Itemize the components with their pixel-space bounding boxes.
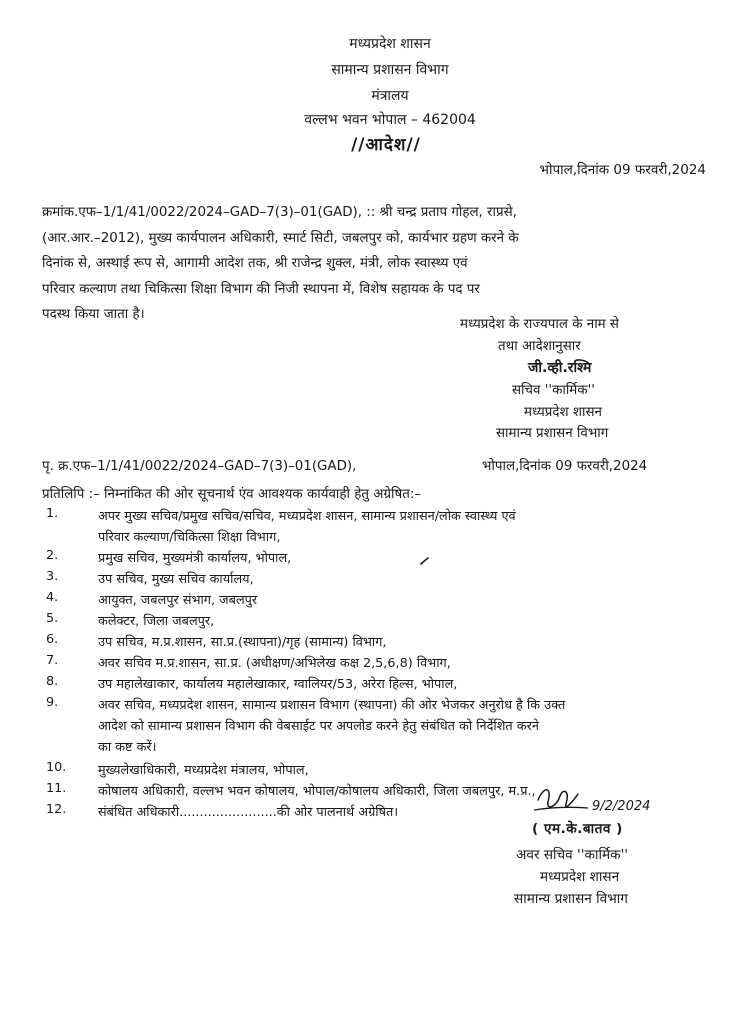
body-line: पदस्थ किया जाता है। [42, 307, 145, 322]
copy-list-number: 10. [46, 760, 67, 775]
body-line: क्रमांक.एफ–1/1/41/0022/2024–GAD–7(3)–01(GAD), :: श्री चन्द्र प्रताप गोहल, राप्रसे, [42, 205, 517, 220]
copy-list-text [98, 674, 714, 695]
copy-list-item [42, 506, 714, 548]
ink-mark [420, 556, 430, 566]
header-address: वल्लभ भवन भोपाल – 462004 [304, 112, 476, 128]
body-line: दिनांक से, अस्थाई रूप से, आगामी आदेश तक, श्री राजेन्द्र शुक्ल, मंत्री, लोक स्वास्थ्य एवं [42, 256, 468, 271]
order-date: भोपाल,दिनांक 09 फरवरी,2024 [539, 162, 706, 178]
copy-list-number: 3. [46, 569, 59, 584]
copy-list-number: 4. [46, 590, 59, 605]
copy-list-item [42, 569, 714, 590]
endorsement-date: भोपाल,दिनांक 09 फरवरी,2024 [482, 459, 648, 474]
copy-list-line: आदेश को सामान्य प्रशासन विभाग की वेबसाईट पर अपलोड करने हेतु संबंधित को निर्देशित करने [98, 719, 539, 734]
order-body [42, 200, 712, 328]
signatory-authority-line-2: तथा आदेशानुसार [498, 339, 581, 354]
endorsement-reference: पृ. क्र.एफ–1/1/41/0022/2024–GAD–7(3)–01(GAD), [42, 459, 357, 474]
copy-list-item [42, 674, 714, 695]
body-line: परिवार कल्याण तथा चिकित्सा शिक्षा विभाग की निजी स्थापना में, विशेष सहायक के पद पर [42, 281, 480, 297]
copy-list-line: मुख्यलेखाधिकारी, मध्यप्रदेश मंत्रालय, भोपाल, [98, 763, 309, 778]
copy-list-line: उप महालेखाकार, कार्यालय महालेखाकार, ग्वालियर/53, अरेरा हिल्स, भोपाल, [98, 677, 458, 692]
copy-list-item [42, 760, 714, 781]
copy-list-number: 9. [46, 695, 59, 710]
copy-list-line: परिवार कल्याण/चिकित्सा शिक्षा विभाग, [98, 530, 281, 545]
copy-list-item [42, 632, 714, 653]
undersecretary-office: मध्यप्रदेश शासन [540, 869, 620, 885]
copy-list-number: 5. [46, 611, 59, 626]
copy-list-text [98, 653, 714, 674]
signature-date: 9/2/2024 [592, 799, 651, 814]
copy-list-item [42, 548, 714, 569]
copy-list-item [42, 590, 714, 611]
header-government: मध्यप्रदेश शासन [349, 36, 431, 52]
copy-list-number: 12. [46, 802, 67, 817]
signatory-authority-line: मध्यप्रदेश के राज्यपाल के नाम से [460, 317, 619, 332]
copy-list-number: 2. [46, 548, 59, 563]
copy-list-number: 8. [46, 674, 59, 689]
copy-list-line: आयुक्त, जबलपुर संभाग, जबलपुर [98, 593, 258, 608]
copy-list-line: संबंधित अधिकारी........................की ओर पालनार्थ अग्रेषित। [98, 805, 399, 820]
copy-list-text [98, 611, 714, 632]
copy-list-number: 1. [46, 506, 59, 521]
signatory-department: सामान्य प्रशासन विभाग [496, 426, 609, 441]
undersecretary-designation: अवर सचिव ''कार्मिक'' [516, 847, 629, 863]
copy-list-text [98, 506, 714, 548]
signatory-office: मध्यप्रदेश शासन [524, 405, 602, 420]
header-ministry: मंत्रालय [371, 88, 409, 104]
copy-list-line: उप सचिव, म.प्र.शासन, सा.प्र.(स्थापना)/गृह (सामान्य) विभाग, [98, 635, 387, 650]
copy-list-text [98, 569, 714, 590]
copy-heading: प्रतिलिपि :– निम्नांकित की ओर सूचनार्थ एंव आवश्यक कार्यवाही हेतु अग्रेषित:– [42, 487, 422, 502]
body-line: (आर.आर.–2012), मुख्य कार्यपालन अधिकारी, स्मार्ट सिटी, जबलपुर को, कार्यभार ग्रहण करने के [42, 230, 519, 246]
copy-list-text [98, 695, 714, 758]
signatory-name: जी.व्ही.रश्मि [528, 360, 592, 376]
copy-list-text [98, 590, 714, 611]
copy-list-item [42, 611, 714, 632]
copy-list-item [42, 695, 714, 758]
copy-list-line: उप सचिव, मुख्य सचिव कार्यालय, [98, 572, 254, 587]
copy-list-item [42, 653, 714, 674]
copy-list-number: 7. [46, 653, 59, 668]
header-department: सामान्य प्रशासन विभाग [331, 62, 449, 78]
signatory-designation: सचिव ''कार्मिक'' [512, 383, 595, 398]
copy-list-text [98, 548, 714, 569]
copy-list-line: का कष्ट करें। [98, 740, 157, 755]
copy-list-text [98, 760, 714, 781]
copy-list-line: कोषालय अधिकारी, वल्लभ भवन कोषालय, भोपाल/कोषालय अधिकारी, जिला जबलपुर, म.प्र., [98, 784, 536, 799]
copy-list-line: अवर सचिव, मध्यप्रदेश शासन, सामान्य प्रशासन विभाग (स्थापना) की ओर भेजकर अनुरोध है कि उक्त [98, 698, 566, 713]
copy-list-text [98, 632, 714, 653]
copy-list-number: 6. [46, 632, 59, 647]
order-title: //आदेश// [351, 135, 421, 155]
copy-list-number: 11. [46, 781, 67, 796]
undersecretary-name: ( एम.के.बातव ) [532, 821, 623, 837]
copy-list-line: प्रमुख सचिव, मुख्यमंत्री कार्यालय, भोपाल, [98, 551, 292, 566]
copy-list-line: अवर सचिव म.प्र.शासन, सा.प्र. (अधीक्षण/अभिलेख कक्ष 2,5,6,8) विभाग, [98, 656, 451, 671]
copy-list-line: कलेक्टर, जिला जबलपुर, [98, 614, 215, 629]
copy-list-line: अपर मुख्य सचिव/प्रमुख सचिव/सचिव, मध्यप्रदेश शासन, सामान्य प्रशासन/लोक स्वास्थ्य एवं [98, 509, 516, 524]
undersecretary-department: सामान्य प्रशासन विभाग [514, 891, 628, 907]
